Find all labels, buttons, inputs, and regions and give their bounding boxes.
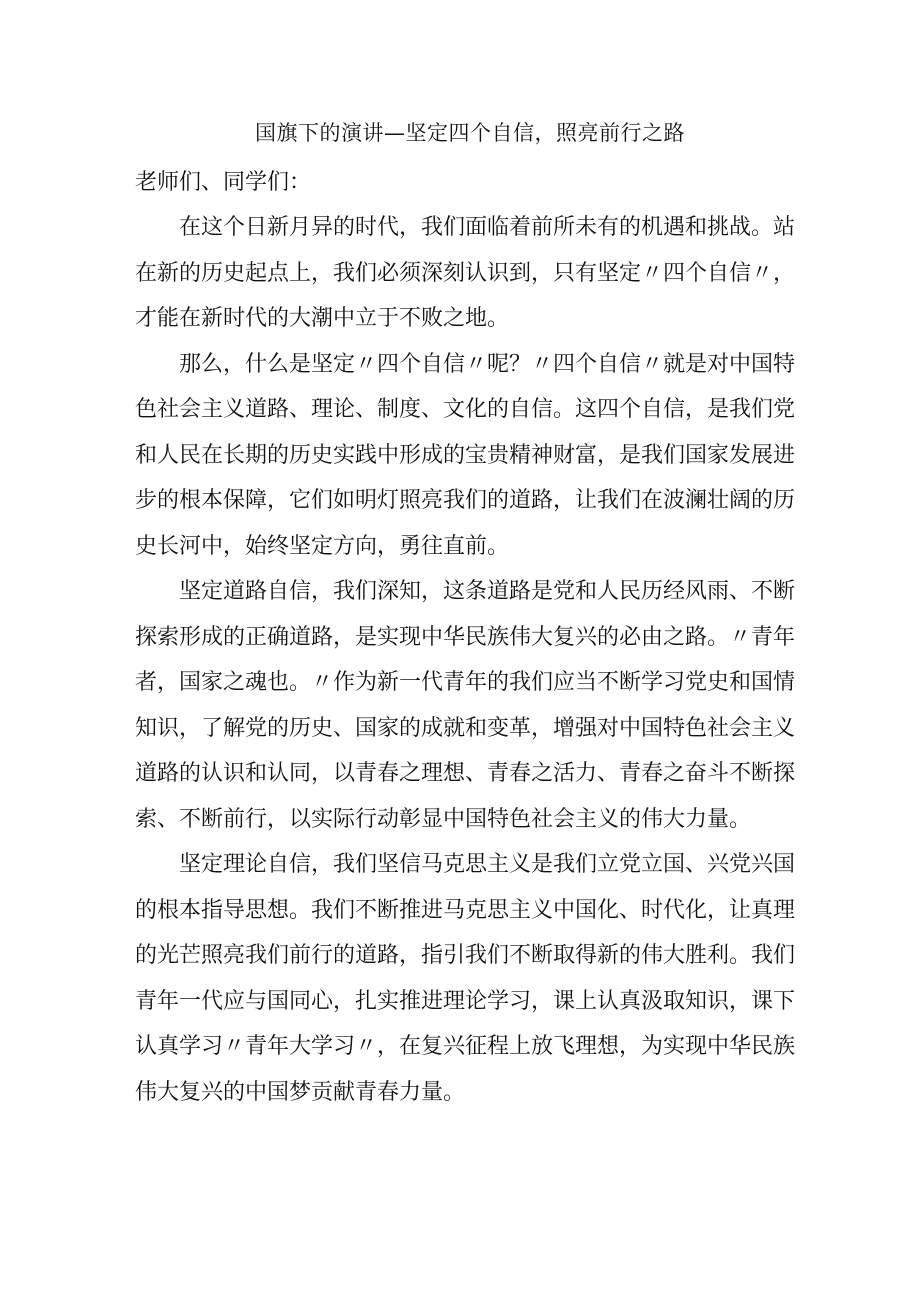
document-body xyxy=(135,205,795,1115)
salutation: 老师们、同学们： xyxy=(135,170,312,195)
paragraph-3: 坚定道路自信，我们深知，这条道路是党和人民历经风雨、不断探索形成的正确道路，是实现中华民族伟大复兴的必由之路。〃青年者，国家之魂也。〃作为新一代青年的我们应当不断学习党史和国情知识，了解党的历史、国家的成就和变革，增强对中国特色社会主义道路的认识和认同，以青春之理想、青春之活力、青春之奋斗不断探索、不断前行，以实际行动彰显中国特色社会主义的伟大力量。 xyxy=(135,579,796,832)
document-title: 国旗下的演讲—坚定四个自信，照亮前行之路 xyxy=(255,121,685,145)
paragraph-2: 那么，什么是坚定〃四个自信〃呢？〃四个自信〃就是对中国特色社会主义道路、理论、制度、文化的自信。这四个自信，是我们党和人民在长期的历史实践中形成的宝贵精神财富，是我们国家发展进步的根本保障，它们如明灯照亮我们的道路，让我们在波澜壮阔的历史长河中，始终坚定方向，勇往直前。 xyxy=(135,351,796,559)
paragraph-1: 在这个日新月异的时代，我们面临着前所未有的机遇和挑战。站在新的历史起点上，我们必须深刻认识到，只有坚定〃四个自信〃，才能在新时代的大潮中立于不败之地。 xyxy=(135,215,796,331)
paragraph-4: 坚定理论自信，我们坚信马克思主义是我们立党立国、兴党兴国的根本指导思想。我们不断推进马克思主义中国化、时代化，让真理的光芒照亮我们前行的道路，指引我们不断取得新的伟大胜利。我们青年一代应与国同心，扎实推进理论学习，课上认真汲取知识，课下认真学习〃青年大学习〃，在复兴征程上放飞理想，为实现中华民族伟大复兴的中国梦贡献青春力量。 xyxy=(135,852,796,1105)
